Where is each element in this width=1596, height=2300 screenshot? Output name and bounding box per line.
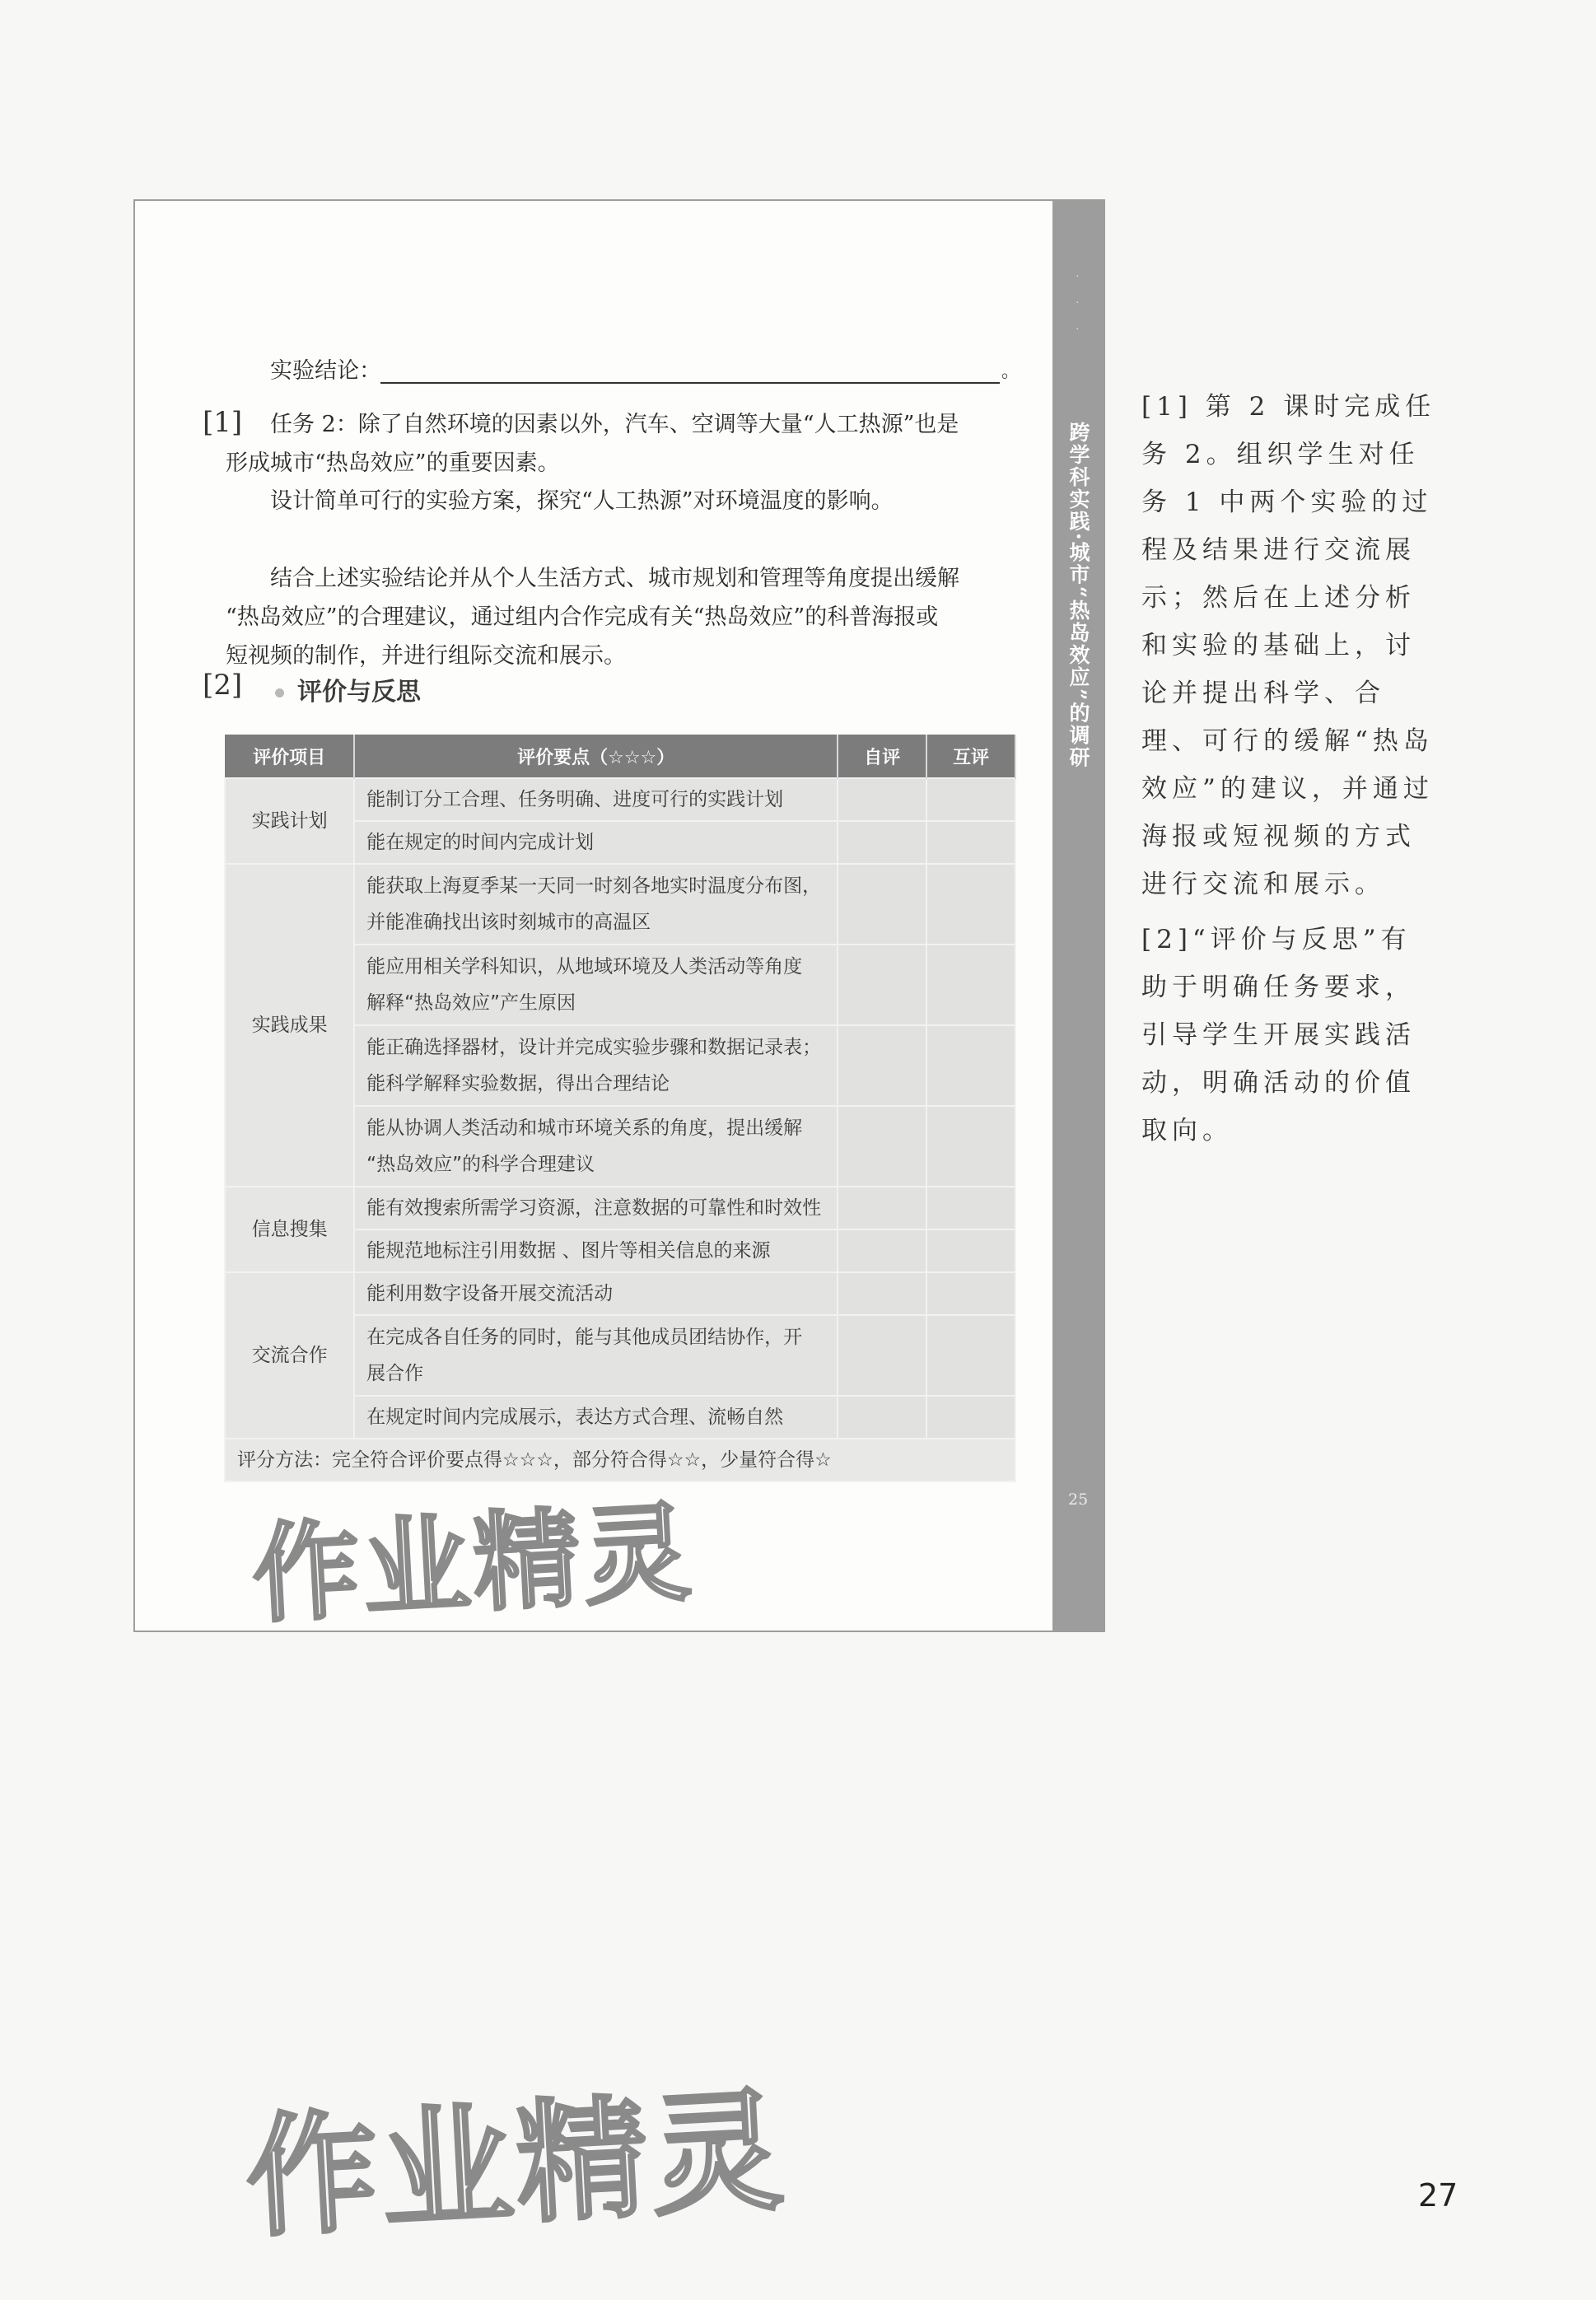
point-cell: 能利用数字设备开展交流活动 — [354, 1272, 838, 1315]
task2-line-2: 形成城市“热岛效应”的重要因素。 — [226, 450, 560, 476]
table-row — [225, 778, 1015, 821]
side-band-dots: · · · — [1076, 270, 1080, 336]
category-cell: 实践计划 — [225, 778, 354, 864]
inner-page-number: 25 — [1068, 1491, 1089, 1509]
point-line: 并能准确找出该时刻城市的高温区 — [366, 912, 651, 933]
point-cell: 能制订分工合理、任务明确、进度可行的实践计划 — [354, 778, 838, 821]
task2-combine-paragraph — [226, 559, 1021, 675]
point-cell: 在规定时间内完成展示，表达方式合理、流畅自然 — [354, 1396, 838, 1439]
point-line: 在完成各自任务的同时，能与其他成员团结协作，开 — [366, 1327, 803, 1348]
annotation-marker-1: [1] — [203, 406, 243, 439]
watermark-logo: 作业精灵 — [249, 1490, 698, 1638]
self-score-cell[interactable] — [838, 864, 926, 945]
point-cell: 能在规定的时间内完成计划 — [354, 821, 838, 864]
page-number: 27 — [1418, 2177, 1458, 2214]
combine-line-2: “热岛效应”的合理建议，通过组内合作完成有关“热岛效应”的科普海报或 — [226, 604, 939, 630]
header-point: 评价要点（☆☆☆） — [354, 735, 838, 778]
note1-tag: [1] — [1141, 392, 1192, 422]
note2-text: “评价与反思”有助于明确任务要求，引导学生开展实践活动，明确活动的价值取向。 — [1141, 925, 1416, 1145]
note1-text: 第 2 课时完成任务 2。组织学生对任务 1 中两个实验的过程及结果进行交流展示；然后在上述分析和实验的基础上，讨论并提出科学、合理、可行的缓解“热岛效应”的建议，并通过海报或短视频的方式进行交流和展示。 — [1141, 392, 1436, 899]
header-self: 自评 — [838, 735, 926, 778]
self-score-cell[interactable] — [838, 1025, 926, 1106]
peer-score-cell[interactable] — [926, 864, 1015, 945]
peer-score-cell[interactable] — [926, 821, 1015, 864]
peer-score-cell[interactable] — [926, 1025, 1015, 1106]
peer-score-cell[interactable] — [926, 1229, 1015, 1272]
point-line: 解释“热岛效应”产生原因 — [366, 992, 576, 1014]
point-line: 能科学解释实验数据，得出合理结论 — [366, 1073, 670, 1094]
point-line: 展合作 — [366, 1363, 424, 1384]
eval-heading-text: 评价与反思 — [297, 678, 421, 707]
watermark-logo: 作业精灵 — [242, 2073, 791, 2256]
conclusion-blank-line — [380, 382, 1000, 384]
category-cell: 实践成果 — [225, 864, 354, 1187]
margin-note-2 — [1141, 916, 1438, 1155]
self-score-cell[interactable] — [838, 1187, 926, 1229]
point-cell — [354, 864, 838, 945]
self-score-cell[interactable] — [838, 1272, 926, 1315]
scoring-method: 评分方法：完全符合评价要点得☆☆☆，部分符合得☆☆，少量符合得☆ — [225, 1439, 1015, 1481]
point-cell — [354, 1025, 838, 1106]
point-line: 能获取上海夏季某一天同一时刻各地实时温度分布图， — [366, 875, 822, 897]
self-score-cell[interactable] — [838, 1396, 926, 1439]
task2-paragraph — [226, 405, 1021, 483]
conclusion-period: 。 — [1001, 362, 1020, 382]
peer-score-cell[interactable] — [926, 945, 1015, 1025]
self-score-cell[interactable] — [838, 945, 926, 1025]
chapter-title-vertical: 跨学科实践·城市“热岛效应”的调研 — [1066, 422, 1090, 769]
self-score-cell[interactable] — [838, 1315, 926, 1396]
bullet-icon — [275, 688, 284, 697]
point-cell — [354, 1106, 838, 1187]
chapter-side-band — [1054, 199, 1105, 1632]
peer-score-cell[interactable] — [926, 1106, 1015, 1187]
table-header-row — [225, 735, 1015, 778]
self-score-cell[interactable] — [838, 821, 926, 864]
header-peer: 互评 — [926, 735, 1015, 778]
point-line: “热岛效应”的科学合理建议 — [366, 1154, 595, 1175]
combine-line-1: 结合上述实验结论并从个人生活方式、城市规划和管理等角度提出缓解 — [270, 566, 959, 591]
conclusion-label: 实验结论： — [270, 358, 381, 384]
point-line: 能正确选择器材，设计并完成实验步骤和数据记录表； — [366, 1037, 822, 1058]
peer-score-cell[interactable] — [926, 1272, 1015, 1315]
annotation-marker-2: [2] — [203, 669, 243, 702]
point-cell: 能有效搜索所需学习资源，注意数据的可靠性和时效性 — [354, 1187, 838, 1229]
point-line: 能从协调人类活动和城市环境关系的角度，提出缓解 — [366, 1117, 803, 1139]
point-cell — [354, 1315, 838, 1396]
peer-score-cell[interactable] — [926, 778, 1015, 821]
self-score-cell[interactable] — [838, 1229, 926, 1272]
point-cell — [354, 945, 838, 1025]
combine-line-3: 短视频的制作，并进行组际交流和展示。 — [226, 643, 626, 669]
task2-line-1: 任务 2：除了自然环境的因素以外，汽车、空调等大量“人工热源”也是 — [270, 412, 959, 437]
point-cell: 能规范地标注引用数据 、图片等相关信息的来源 — [354, 1229, 838, 1272]
self-score-cell[interactable] — [838, 1106, 926, 1187]
self-score-cell[interactable] — [838, 778, 926, 821]
evaluation-table — [224, 735, 1016, 1482]
header-item: 评价项目 — [225, 735, 354, 778]
category-cell: 信息搜集 — [225, 1187, 354, 1272]
margin-note-1 — [1141, 383, 1438, 908]
peer-score-cell[interactable] — [926, 1315, 1015, 1396]
note2-tag: [2] — [1141, 925, 1192, 954]
peer-score-cell[interactable] — [926, 1187, 1015, 1229]
table-row — [225, 1187, 1015, 1229]
task2-design-paragraph: 设计简单可行的实验方案，探究“人工热源”对环境温度的影响。 — [270, 488, 894, 514]
table-row — [225, 864, 1015, 945]
table-row — [225, 1272, 1015, 1315]
point-line: 能应用相关学科知识，从地域环境及人类活动等角度 — [366, 956, 803, 977]
eval-heading — [275, 671, 421, 707]
category-cell: 交流合作 — [225, 1272, 354, 1439]
peer-score-cell[interactable] — [926, 1396, 1015, 1439]
